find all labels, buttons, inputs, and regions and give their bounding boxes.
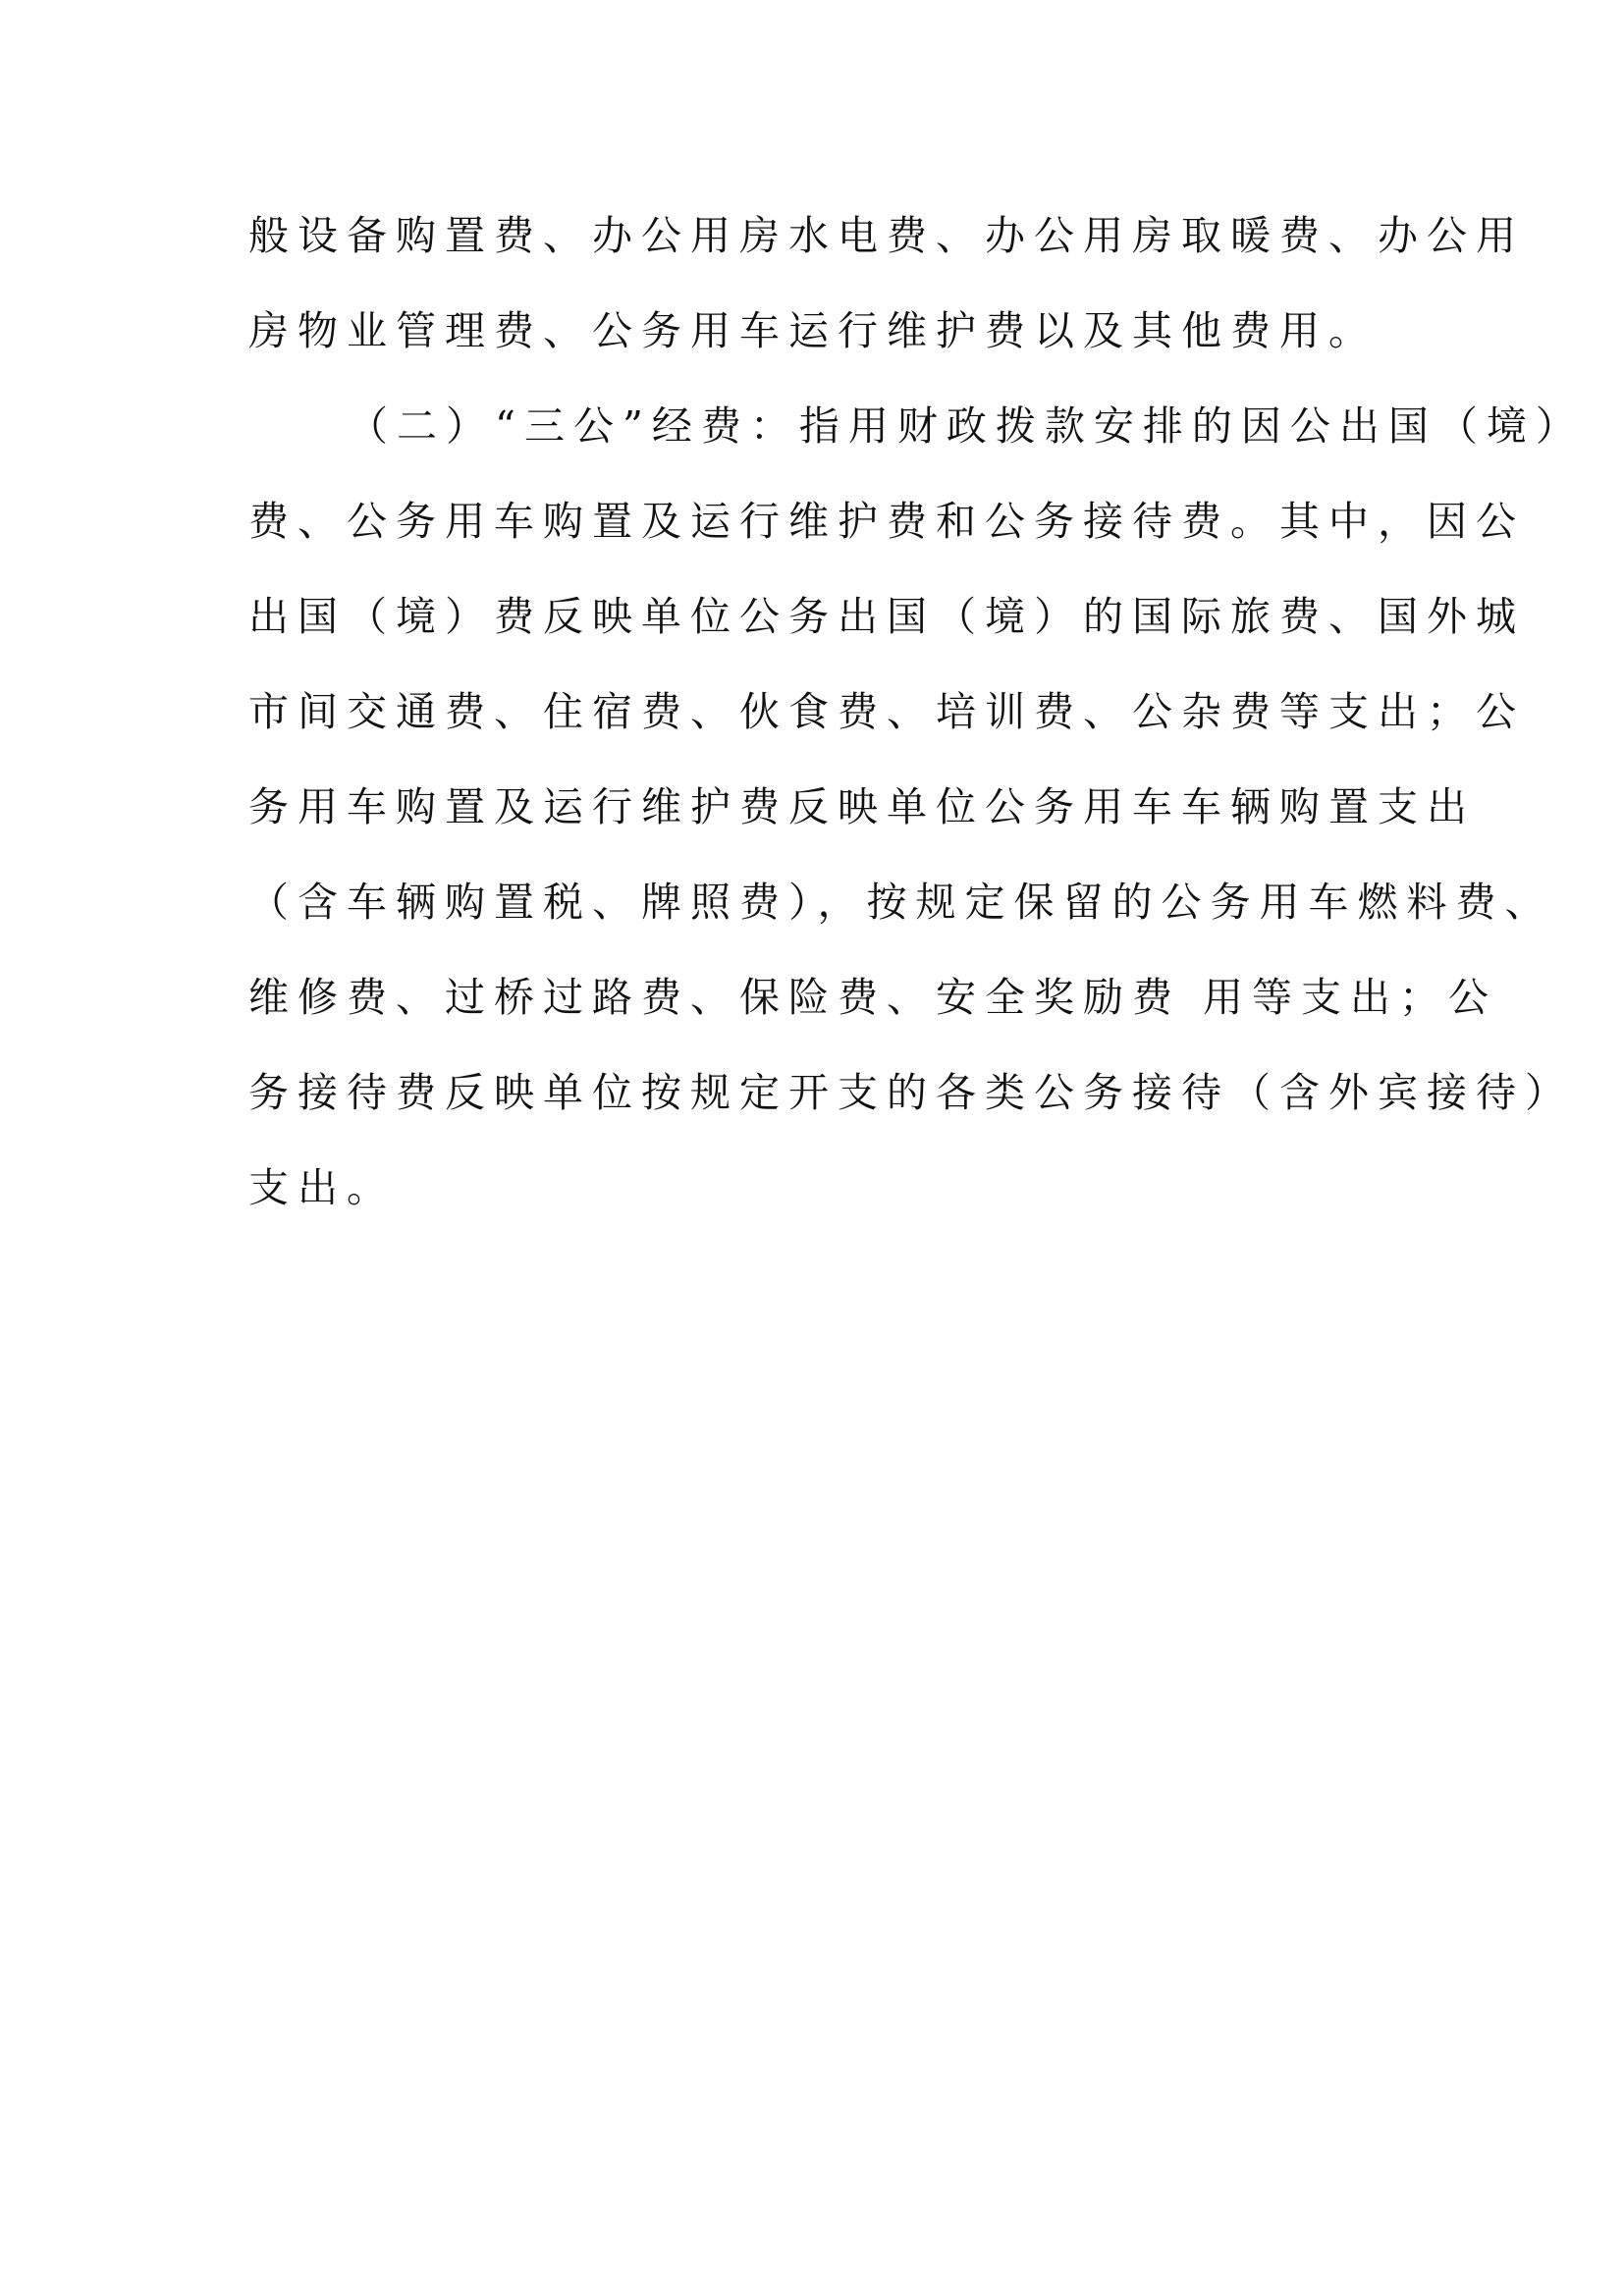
body-text — [248, 202, 1585, 1250]
text-line: 般设备购置费、办公用房水电费、办公用房取暖费、办公用 — [248, 212, 1525, 259]
text-line: 房物业管理费、公务用车运行维护费以及其他费用。 — [248, 307, 1378, 354]
text-line: 务接待费反映单位按规定开支的各类公务接待（含外宾接待） — [248, 1069, 1574, 1116]
text-line: （含车辆购置税、牌照费），按规定保留的公务用车燃料费、 — [248, 879, 1554, 926]
text-line: 务用车购置及运行维护费反映单位公务用车车辆购置支出 — [248, 783, 1476, 830]
text-line: 出国（境）费反映单位公务出国（境）的国际旅费、国外城 — [248, 593, 1525, 640]
section-heading-line: （二）“三公”经费：指用财政拨款安排的因公出国（境） — [348, 402, 1585, 450]
text-line: 费、公务用车购置及运行维护费和公务接待费。其中，因公 — [248, 498, 1525, 545]
text-line: 支出。 — [248, 1164, 396, 1211]
text-line: 市间交通费、住宿费、伙食费、培训费、公杂费等支出；公 — [248, 688, 1525, 735]
text-line: 维修费、过桥过路费、保险费、安全奖励费 用等支出；公 — [248, 974, 1498, 1021]
